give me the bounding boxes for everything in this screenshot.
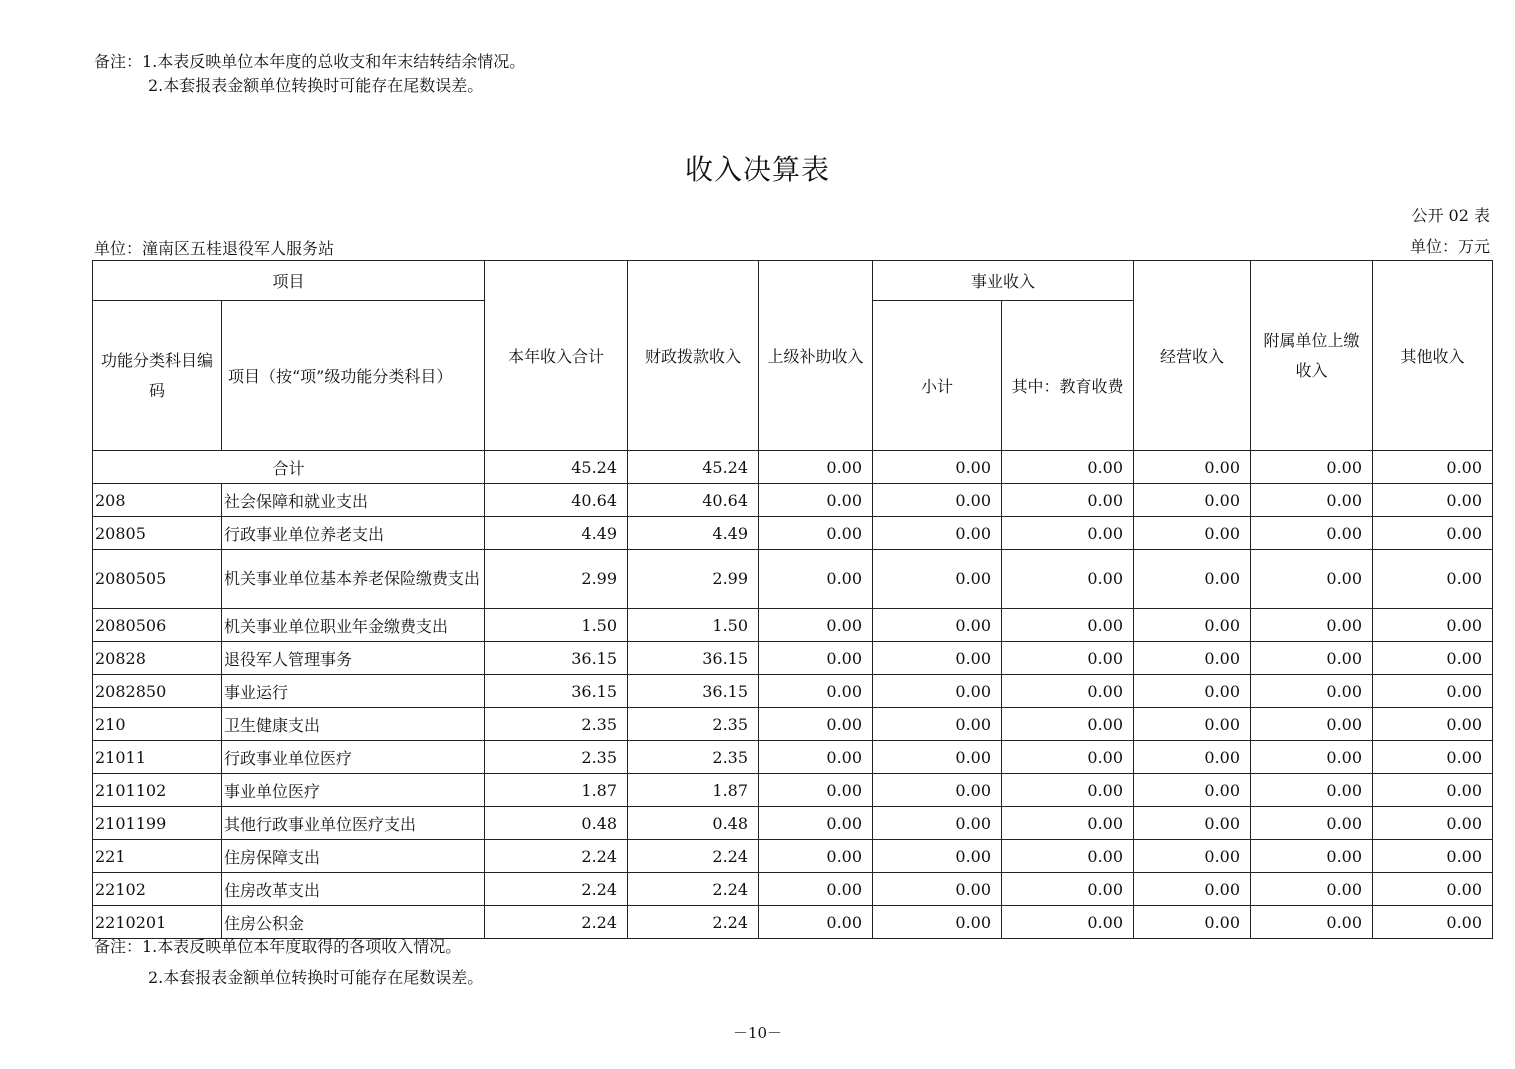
- cell-code: 208: [93, 484, 222, 517]
- cell-superior: 0.00: [759, 642, 873, 675]
- header-total: 本年收入合计: [485, 261, 628, 451]
- cell-operating: 0.00: [1134, 675, 1251, 708]
- table-row: [93, 517, 1493, 550]
- cell-superior: 0.00: [759, 451, 873, 484]
- cell-subtotal: 0.00: [873, 906, 1002, 939]
- page-number: －10－: [732, 1024, 783, 1042]
- cell-code: 2080506: [93, 609, 222, 642]
- cell-operating: 0.00: [1134, 642, 1251, 675]
- cell-code: 2080505: [93, 550, 222, 609]
- cell-other: 0.00: [1373, 484, 1493, 517]
- cell-subtotal: 0.00: [873, 642, 1002, 675]
- cell-code: 2082850: [93, 675, 222, 708]
- cell-affiliated: 0.00: [1251, 484, 1373, 517]
- header-code: 功能分类科目编码: [93, 301, 222, 451]
- cell-education: 0.00: [1002, 807, 1134, 840]
- cell-operating: 0.00: [1134, 708, 1251, 741]
- cell-subtotal: 0.00: [873, 451, 1002, 484]
- cell-code: 221: [93, 840, 222, 873]
- cell-education: 0.00: [1002, 517, 1134, 550]
- cell-other: 0.00: [1373, 807, 1493, 840]
- cell-affiliated: 0.00: [1251, 675, 1373, 708]
- cell-education: 0.00: [1002, 675, 1134, 708]
- cell-education: 0.00: [1002, 708, 1134, 741]
- cell-fiscal: 1.87: [628, 774, 759, 807]
- cell-fiscal: 40.64: [628, 484, 759, 517]
- header-project: 项目: [93, 261, 485, 301]
- cell-fiscal: 4.49: [628, 517, 759, 550]
- header-operating: 经营收入: [1134, 261, 1251, 451]
- table-row: [93, 675, 1493, 708]
- cell-operating: 0.00: [1134, 517, 1251, 550]
- cell-education: 0.00: [1002, 642, 1134, 675]
- cell-operating: 0.00: [1134, 807, 1251, 840]
- cell-code: 22102: [93, 873, 222, 906]
- cell-code: 20805: [93, 517, 222, 550]
- cell-operating: 0.00: [1134, 609, 1251, 642]
- cell-name: 机关事业单位职业年金缴费支出: [222, 609, 485, 642]
- cell-name: 行政事业单位养老支出: [222, 517, 485, 550]
- cell-name: 事业单位医疗: [222, 774, 485, 807]
- cell-total: 2.35: [485, 741, 628, 774]
- cell-total: 2.24: [485, 873, 628, 906]
- table-row: [93, 708, 1493, 741]
- cell-total: 36.15: [485, 675, 628, 708]
- cell-affiliated: 0.00: [1251, 807, 1373, 840]
- cell-total: 40.64: [485, 484, 628, 517]
- cell-name: 其他行政事业单位医疗支出: [222, 807, 485, 840]
- top-note-line-1: 备注：1.本表反映单位本年度的总收支和年末结转结余情况。: [94, 52, 526, 71]
- cell-subtotal: 0.00: [873, 517, 1002, 550]
- cell-subtotal: 0.00: [873, 708, 1002, 741]
- cell-other: 0.00: [1373, 873, 1493, 906]
- table-row: [93, 550, 1493, 609]
- cell-affiliated: 0.00: [1251, 609, 1373, 642]
- cell-affiliated: 0.00: [1251, 774, 1373, 807]
- table-row: [93, 609, 1493, 642]
- cell-superior: 0.00: [759, 774, 873, 807]
- cell-superior: 0.00: [759, 741, 873, 774]
- top-note: [94, 50, 525, 98]
- cell-education: 0.00: [1002, 451, 1134, 484]
- cell-operating: 0.00: [1134, 451, 1251, 484]
- cell-total: 2.24: [485, 906, 628, 939]
- cell-superior: 0.00: [759, 873, 873, 906]
- cell-subtotal: 0.00: [873, 484, 1002, 517]
- cell-other: 0.00: [1373, 741, 1493, 774]
- header-row-1: [93, 261, 1493, 301]
- header-education: 其中：教育收费: [1002, 301, 1134, 451]
- cell-fiscal: 36.15: [628, 642, 759, 675]
- cell-subtotal: 0.00: [873, 741, 1002, 774]
- bottom-note-line-1: 备注：1.本表反映单位本年度取得的各项收入情况。: [94, 937, 462, 956]
- header-name: 项目（按“项”级功能分类科目）: [222, 301, 485, 451]
- bottom-note-line-2: 2.本套报表金额单位转换时可能存在尾数误差。: [148, 968, 484, 987]
- cell-superior: 0.00: [759, 840, 873, 873]
- cell-subtotal: 0.00: [873, 873, 1002, 906]
- cell-total: 4.49: [485, 517, 628, 550]
- header-superior: 上级补助收入: [759, 261, 873, 451]
- cell-name: 机关事业单位基本养老保险缴费支出: [222, 550, 485, 609]
- cell-name: 卫生健康支出: [222, 708, 485, 741]
- cell-fiscal: 45.24: [628, 451, 759, 484]
- income-statement-table: [92, 260, 1493, 939]
- cell-subtotal: 0.00: [873, 807, 1002, 840]
- cell-other: 0.00: [1373, 774, 1493, 807]
- cell-total: 1.50: [485, 609, 628, 642]
- cell-superior: 0.00: [759, 906, 873, 939]
- header-affiliated: 附属单位上缴收入: [1251, 261, 1373, 451]
- cell-subtotal: 0.00: [873, 550, 1002, 609]
- cell-name: 住房保障支出: [222, 840, 485, 873]
- cell-code: 21011: [93, 741, 222, 774]
- cell-other: 0.00: [1373, 675, 1493, 708]
- cell-name: 退役军人管理事务: [222, 642, 485, 675]
- total-row: [93, 451, 1493, 484]
- cell-total: 1.87: [485, 774, 628, 807]
- cell-affiliated: 0.00: [1251, 741, 1373, 774]
- cell-fiscal: 36.15: [628, 675, 759, 708]
- cell-total: 2.24: [485, 840, 628, 873]
- cell-fiscal: 2.24: [628, 873, 759, 906]
- top-note-line-2: 2.本套报表金额单位转换时可能存在尾数误差。: [148, 76, 484, 95]
- cell-fiscal: 2.24: [628, 906, 759, 939]
- table-row: [93, 840, 1493, 873]
- cell-operating: 0.00: [1134, 774, 1251, 807]
- cell-education: 0.00: [1002, 906, 1134, 939]
- total-label: 合计: [93, 451, 485, 484]
- cell-affiliated: 0.00: [1251, 451, 1373, 484]
- cell-other: 0.00: [1373, 840, 1493, 873]
- cell-code: 2210201: [93, 906, 222, 939]
- cell-affiliated: 0.00: [1251, 906, 1373, 939]
- cell-other: 0.00: [1373, 642, 1493, 675]
- currency-unit: 单位：万元: [1409, 237, 1490, 256]
- cell-affiliated: 0.00: [1251, 840, 1373, 873]
- cell-subtotal: 0.00: [873, 774, 1002, 807]
- cell-code: 210: [93, 708, 222, 741]
- cell-total: 2.35: [485, 708, 628, 741]
- cell-superior: 0.00: [759, 609, 873, 642]
- cell-affiliated: 0.00: [1251, 873, 1373, 906]
- cell-total: 2.99: [485, 550, 628, 609]
- header-subtotal: 小计: [873, 301, 1002, 451]
- cell-subtotal: 0.00: [873, 609, 1002, 642]
- cell-other: 0.00: [1373, 550, 1493, 609]
- cell-other: 0.00: [1373, 609, 1493, 642]
- cell-education: 0.00: [1002, 774, 1134, 807]
- cell-superior: 0.00: [759, 550, 873, 609]
- cell-fiscal: 2.99: [628, 550, 759, 609]
- cell-name: 行政事业单位医疗: [222, 741, 485, 774]
- cell-fiscal: 2.24: [628, 840, 759, 873]
- cell-operating: 0.00: [1134, 873, 1251, 906]
- cell-operating: 0.00: [1134, 840, 1251, 873]
- cell-name: 住房改革支出: [222, 873, 485, 906]
- cell-total: 36.15: [485, 642, 628, 675]
- cell-fiscal: 2.35: [628, 741, 759, 774]
- header-fiscal: 财政拨款收入: [628, 261, 759, 451]
- cell-education: 0.00: [1002, 484, 1134, 517]
- cell-fiscal: 2.35: [628, 708, 759, 741]
- cell-total: 0.48: [485, 807, 628, 840]
- cell-superior: 0.00: [759, 807, 873, 840]
- cell-affiliated: 0.00: [1251, 550, 1373, 609]
- table-row: [93, 774, 1493, 807]
- cell-name: 社会保障和就业支出: [222, 484, 485, 517]
- cell-affiliated: 0.00: [1251, 708, 1373, 741]
- table-title: 收入决算表: [684, 153, 830, 186]
- form-number: 公开 02 表: [1411, 206, 1490, 225]
- cell-other: 0.00: [1373, 517, 1493, 550]
- cell-superior: 0.00: [759, 675, 873, 708]
- cell-affiliated: 0.00: [1251, 642, 1373, 675]
- cell-other: 0.00: [1373, 708, 1493, 741]
- cell-education: 0.00: [1002, 873, 1134, 906]
- cell-operating: 0.00: [1134, 484, 1251, 517]
- header-other: 其他收入: [1373, 261, 1493, 451]
- cell-fiscal: 0.48: [628, 807, 759, 840]
- cell-name: 住房公积金: [222, 906, 485, 939]
- cell-subtotal: 0.00: [873, 675, 1002, 708]
- cell-education: 0.00: [1002, 741, 1134, 774]
- cell-affiliated: 0.00: [1251, 517, 1373, 550]
- cell-subtotal: 0.00: [873, 840, 1002, 873]
- table-row: [93, 642, 1493, 675]
- cell-operating: 0.00: [1134, 906, 1251, 939]
- table-row: [93, 873, 1493, 906]
- cell-other: 0.00: [1373, 451, 1493, 484]
- table-row: [93, 741, 1493, 774]
- cell-name: 事业运行: [222, 675, 485, 708]
- cell-superior: 0.00: [759, 708, 873, 741]
- table-row: [93, 484, 1493, 517]
- cell-fiscal: 1.50: [628, 609, 759, 642]
- cell-total: 45.24: [485, 451, 628, 484]
- cell-code: 2101102: [93, 774, 222, 807]
- cell-education: 0.00: [1002, 840, 1134, 873]
- cell-education: 0.00: [1002, 550, 1134, 609]
- table-row: [93, 807, 1493, 840]
- cell-other: 0.00: [1373, 906, 1493, 939]
- cell-education: 0.00: [1002, 609, 1134, 642]
- cell-operating: 0.00: [1134, 550, 1251, 609]
- cell-code: 20828: [93, 642, 222, 675]
- reporting-unit: 单位：潼南区五桂退役军人服务站: [94, 239, 335, 258]
- cell-code: 2101199: [93, 807, 222, 840]
- bottom-note: [94, 931, 483, 993]
- cell-superior: 0.00: [759, 484, 873, 517]
- cell-operating: 0.00: [1134, 741, 1251, 774]
- header-business: 事业收入: [873, 261, 1134, 301]
- cell-superior: 0.00: [759, 517, 873, 550]
